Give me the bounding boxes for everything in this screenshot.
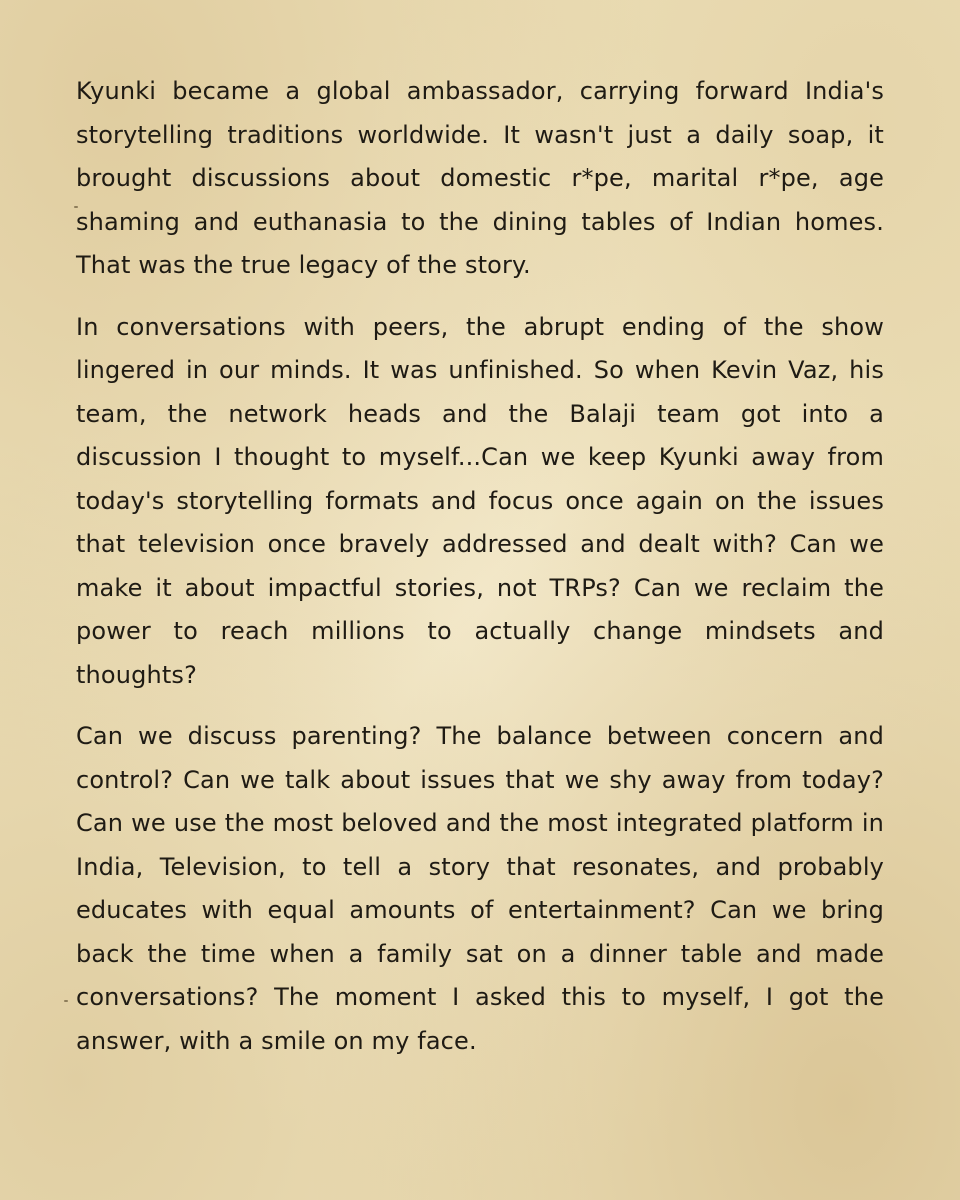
paragraph-legacy: Kyunki became a global ambassador, carrying forward India's storytelling traditions worldwide. It wasn't just a daily soap, it brought discussions about domestic r*pe, marital r*pe, age shaming and euthanasia to the dining tables of Indian homes. That was the true legacy of the story.	[76, 77, 884, 279]
paper-speck	[74, 206, 78, 208]
paragraph-conversations: In conversations with peers, the abrupt ending of the show lingered in our minds. It was unfinished. So when Kevin Vaz, his team, the network heads and the Balaji team got into a discussion I thought to myself...Can we keep Kyunki away from today's storytelling formats and focus once again on the issues that television once bravely addressed and dealt with? Can we make it about impactful stories, not TRPs? Can we reclaim the power to reach millions to actually change mindsets and thoughts?	[76, 312, 884, 689]
paper-speck	[64, 1000, 68, 1002]
paragraph-questions: Can we discuss parenting? The balance between concern and control? Can we talk about issues that we shy away from today? Can we use the most beloved and the most integrated platform in India, Television, to tell a story that resonates, and probably educates with equal amounts of entertainment? Can we bring back the time when a family sat on a dinner table and made conversations? The moment I asked this to myself, I got the answer, with a smile on my face.	[76, 722, 884, 1055]
